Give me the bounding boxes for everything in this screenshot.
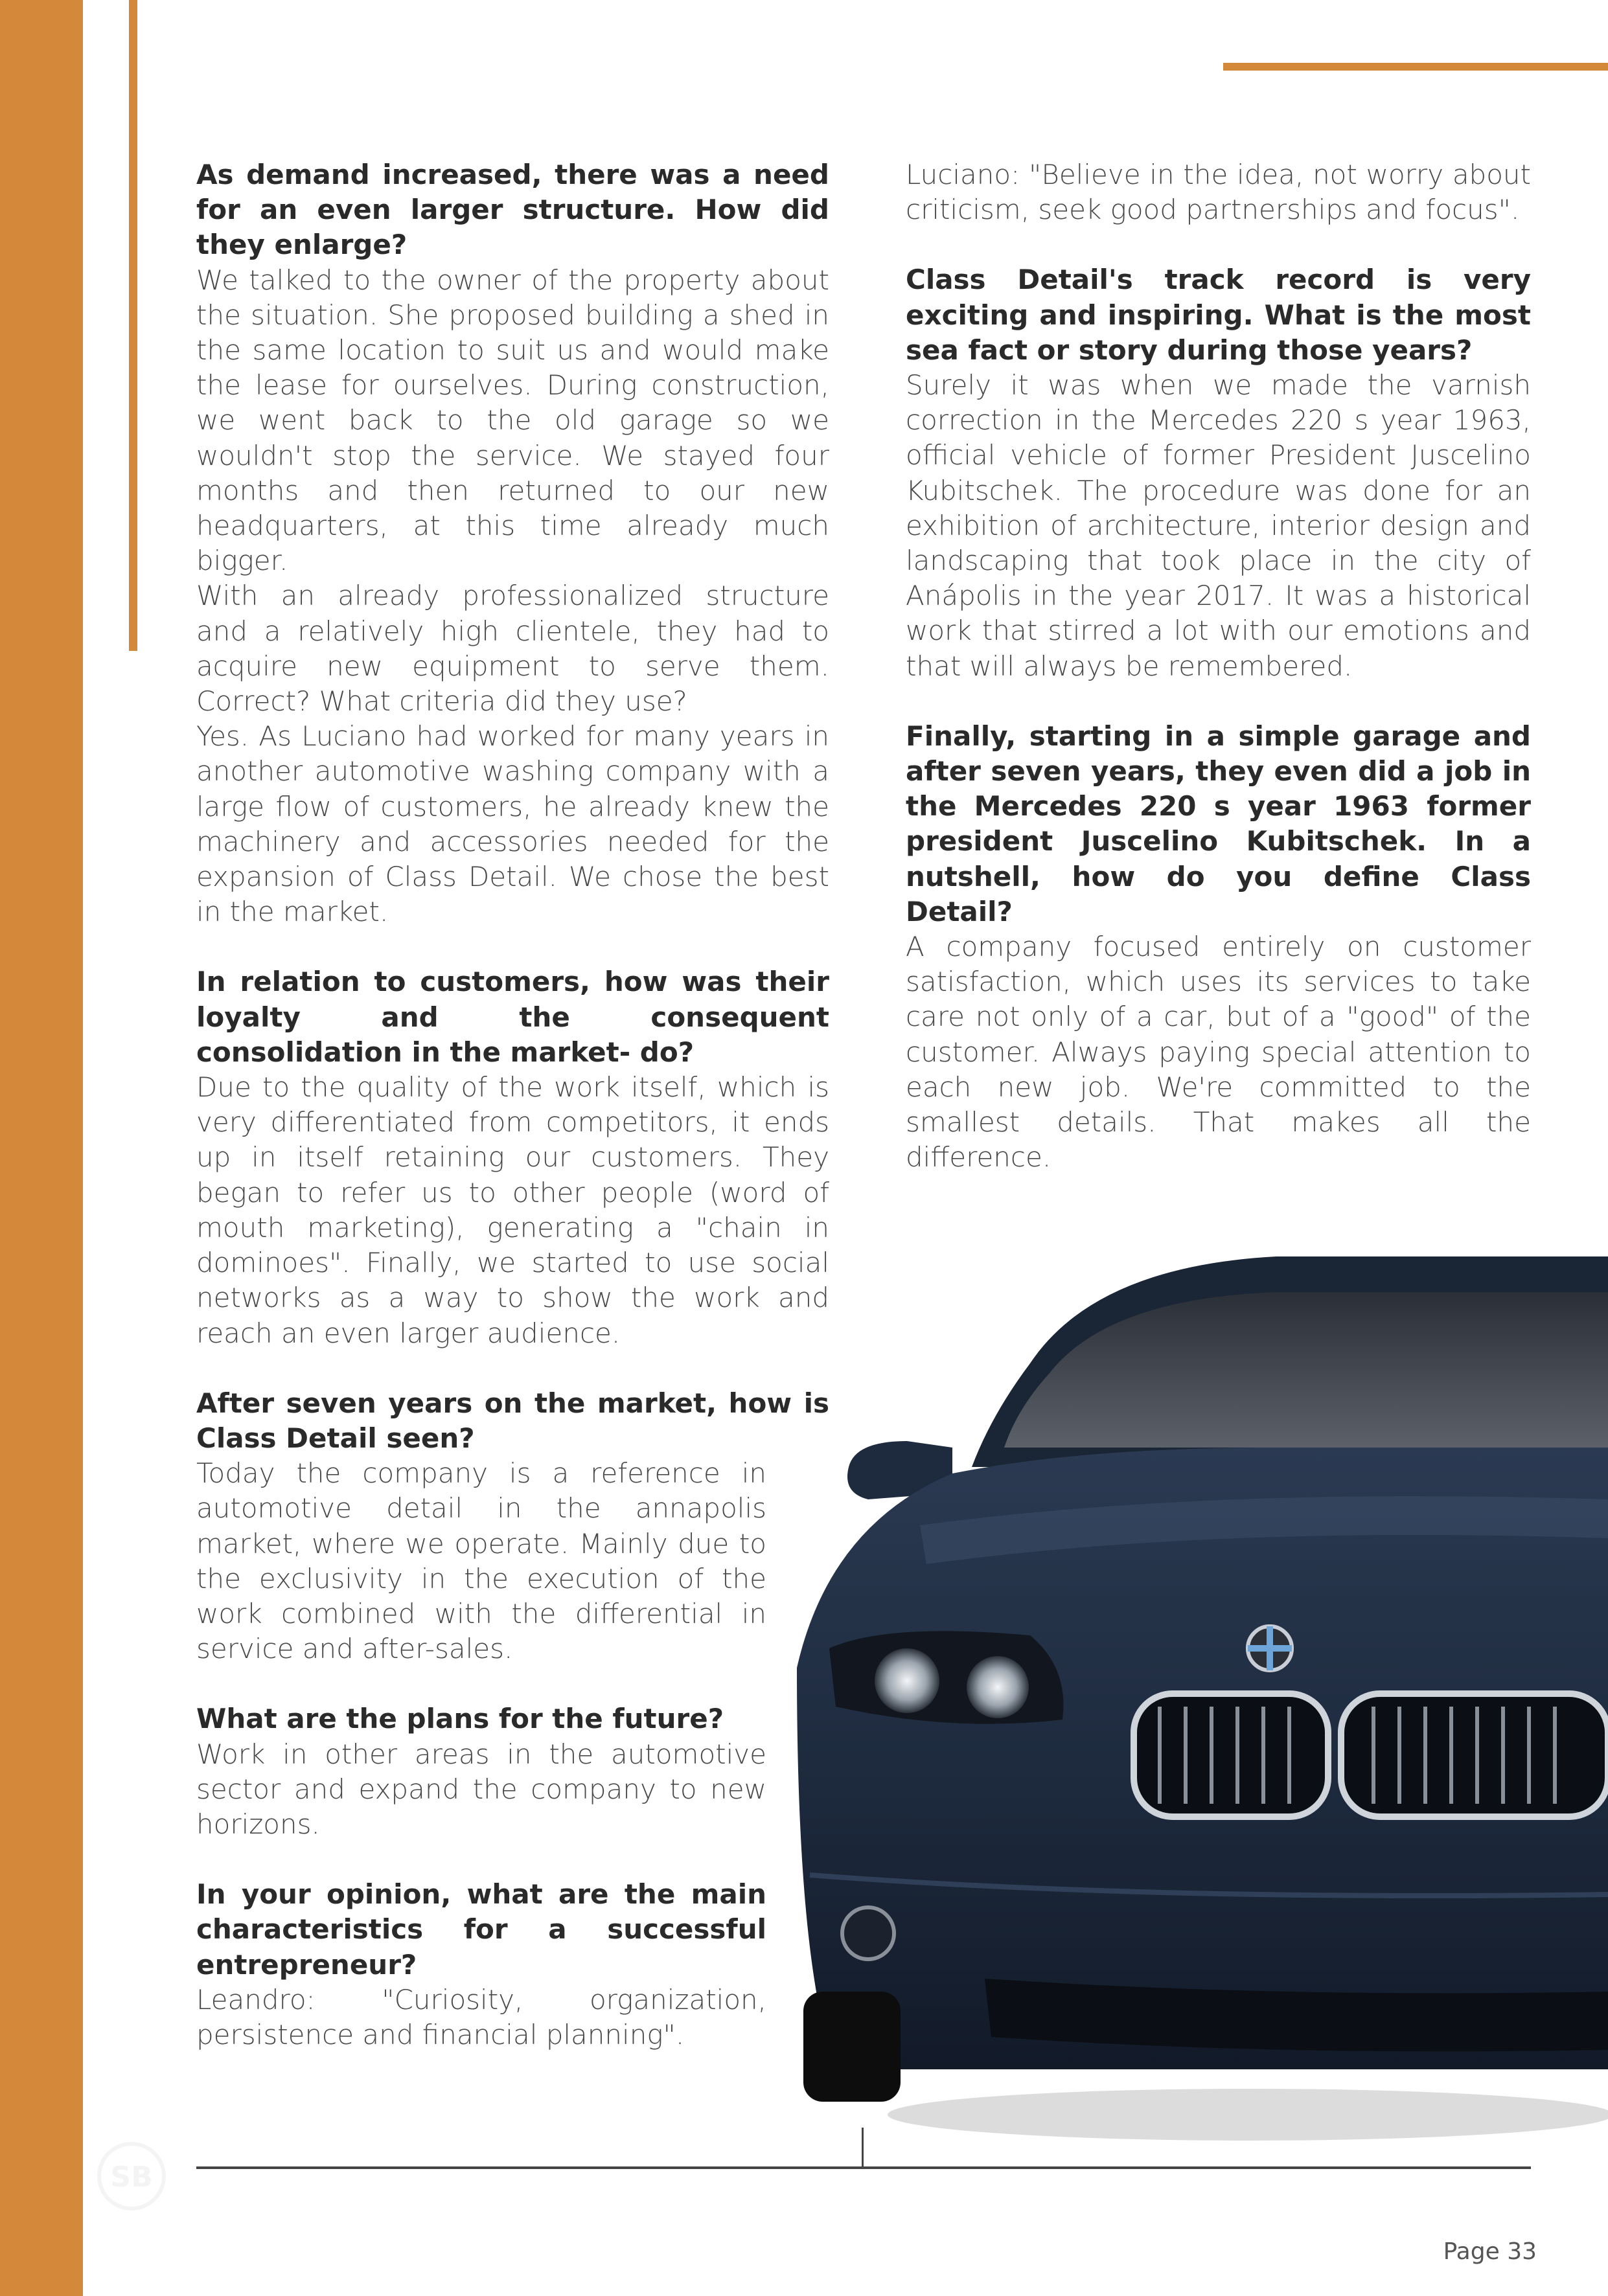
footer-rule xyxy=(196,2166,1531,2169)
page-number: Page 33 xyxy=(1443,2238,1537,2265)
answer-equipment: Yes. As Luciano had worked for many years in another automotive washing company with a large flow of customers, he already knew the machinery and accessories needed for the expansion of Class Detail. We chose the best in the market. xyxy=(196,720,829,928)
answer-customers: Due to the quality of the work itself, which is very differentiated from competitors, it ends up in itself retaining our customers. They began to refer us to other people (word of mouth marketing), generating a "chain in dominoes". Finally, we started to use social networks as a way to show the work and reach an even larger audience. xyxy=(196,1071,829,1349)
question-define: Finally, starting in a simple garage and after seven years, they even did a job in the Mercedes 220 s year 1963 former president Juscelino Kubitschek. In a nutshell, how do you define Class Detail? xyxy=(906,720,1531,927)
orange-sidebar xyxy=(0,0,83,2296)
sb-logo-text: SB xyxy=(110,2161,153,2194)
car-illustration xyxy=(758,1253,1608,2147)
answer-define: A company focused entirely on customer satisfaction, which uses its services to take care not only of a car, but of a "good" of the customer. Always paying special attention to each new job. We're committed to the smallest details. That makes all the difference. xyxy=(906,931,1531,1174)
question-customers: In relation to customers, how was their loyalty and the consequent consolidation in the market- do? xyxy=(196,966,829,1068)
answer-luciano: Luciano: "Believe in the idea, not worry about criticism, seek good partnerships and focus". xyxy=(906,159,1531,226)
answer-leandro: Leandro: "Curiosity, organization, persistence and financial planning". xyxy=(196,1983,766,2051)
question-future: What are the plans for the future? xyxy=(196,1703,724,1735)
answer-seven-years: Today the company is a reference in automotive detail in the annapolis market, where we operate. Mainly due to the exclusivity in the execution of the work combined with the differential in service and after-sales. xyxy=(196,1457,766,1665)
answer-track-record: Surely it was when we made the varnish correction in the Mercedes 220 s year 1963, official vehicle of former President Juscelino Kubitschek. The procedure was done for an exhibition of architecture, interior design and landscaping that took place in the city of Anápolis in the year 2017. It was a historical work that stirred a lot with our emotions and that will always be remembered. xyxy=(906,369,1531,682)
footer-tick xyxy=(862,2128,864,2168)
question-seven-years: After seven years on the market, how is Class Detail seen? xyxy=(196,1387,829,1454)
question-enlarge: As demand increased, there was a need for an even larger structure. How did they enlarge? xyxy=(196,159,829,261)
accent-top-rule xyxy=(1223,63,1608,71)
right-column xyxy=(906,157,1531,1175)
question-equipment: With an already professionalized structure and a relatively high clientele, they had to acquire new equipment to serve them. Correct? What criteria did they use? xyxy=(196,580,829,718)
question-characteristics: In your opinion, what are the main characteristics for a successful entrepreneur? xyxy=(196,1878,766,1981)
sb-logo xyxy=(93,2137,170,2215)
accent-vertical-line xyxy=(129,0,137,651)
left-column xyxy=(196,157,829,2052)
answer-future: Work in other areas in the automotive sector and expand the company to new horizons. xyxy=(196,1738,766,1840)
answer-enlarge: We talked to the owner of the property about the situation. She proposed building a shed in the same location to suit us and would make the lease for ourselves. During construction, we went back to the old garage so we wouldn't stop the service. We stayed four months and then returned to our new headquarters, at this time already much bigger. xyxy=(196,264,829,577)
question-track-record: Class Detail's track record is very exciting and inspiring. What is the most sea fact or story during those years? xyxy=(906,264,1531,366)
